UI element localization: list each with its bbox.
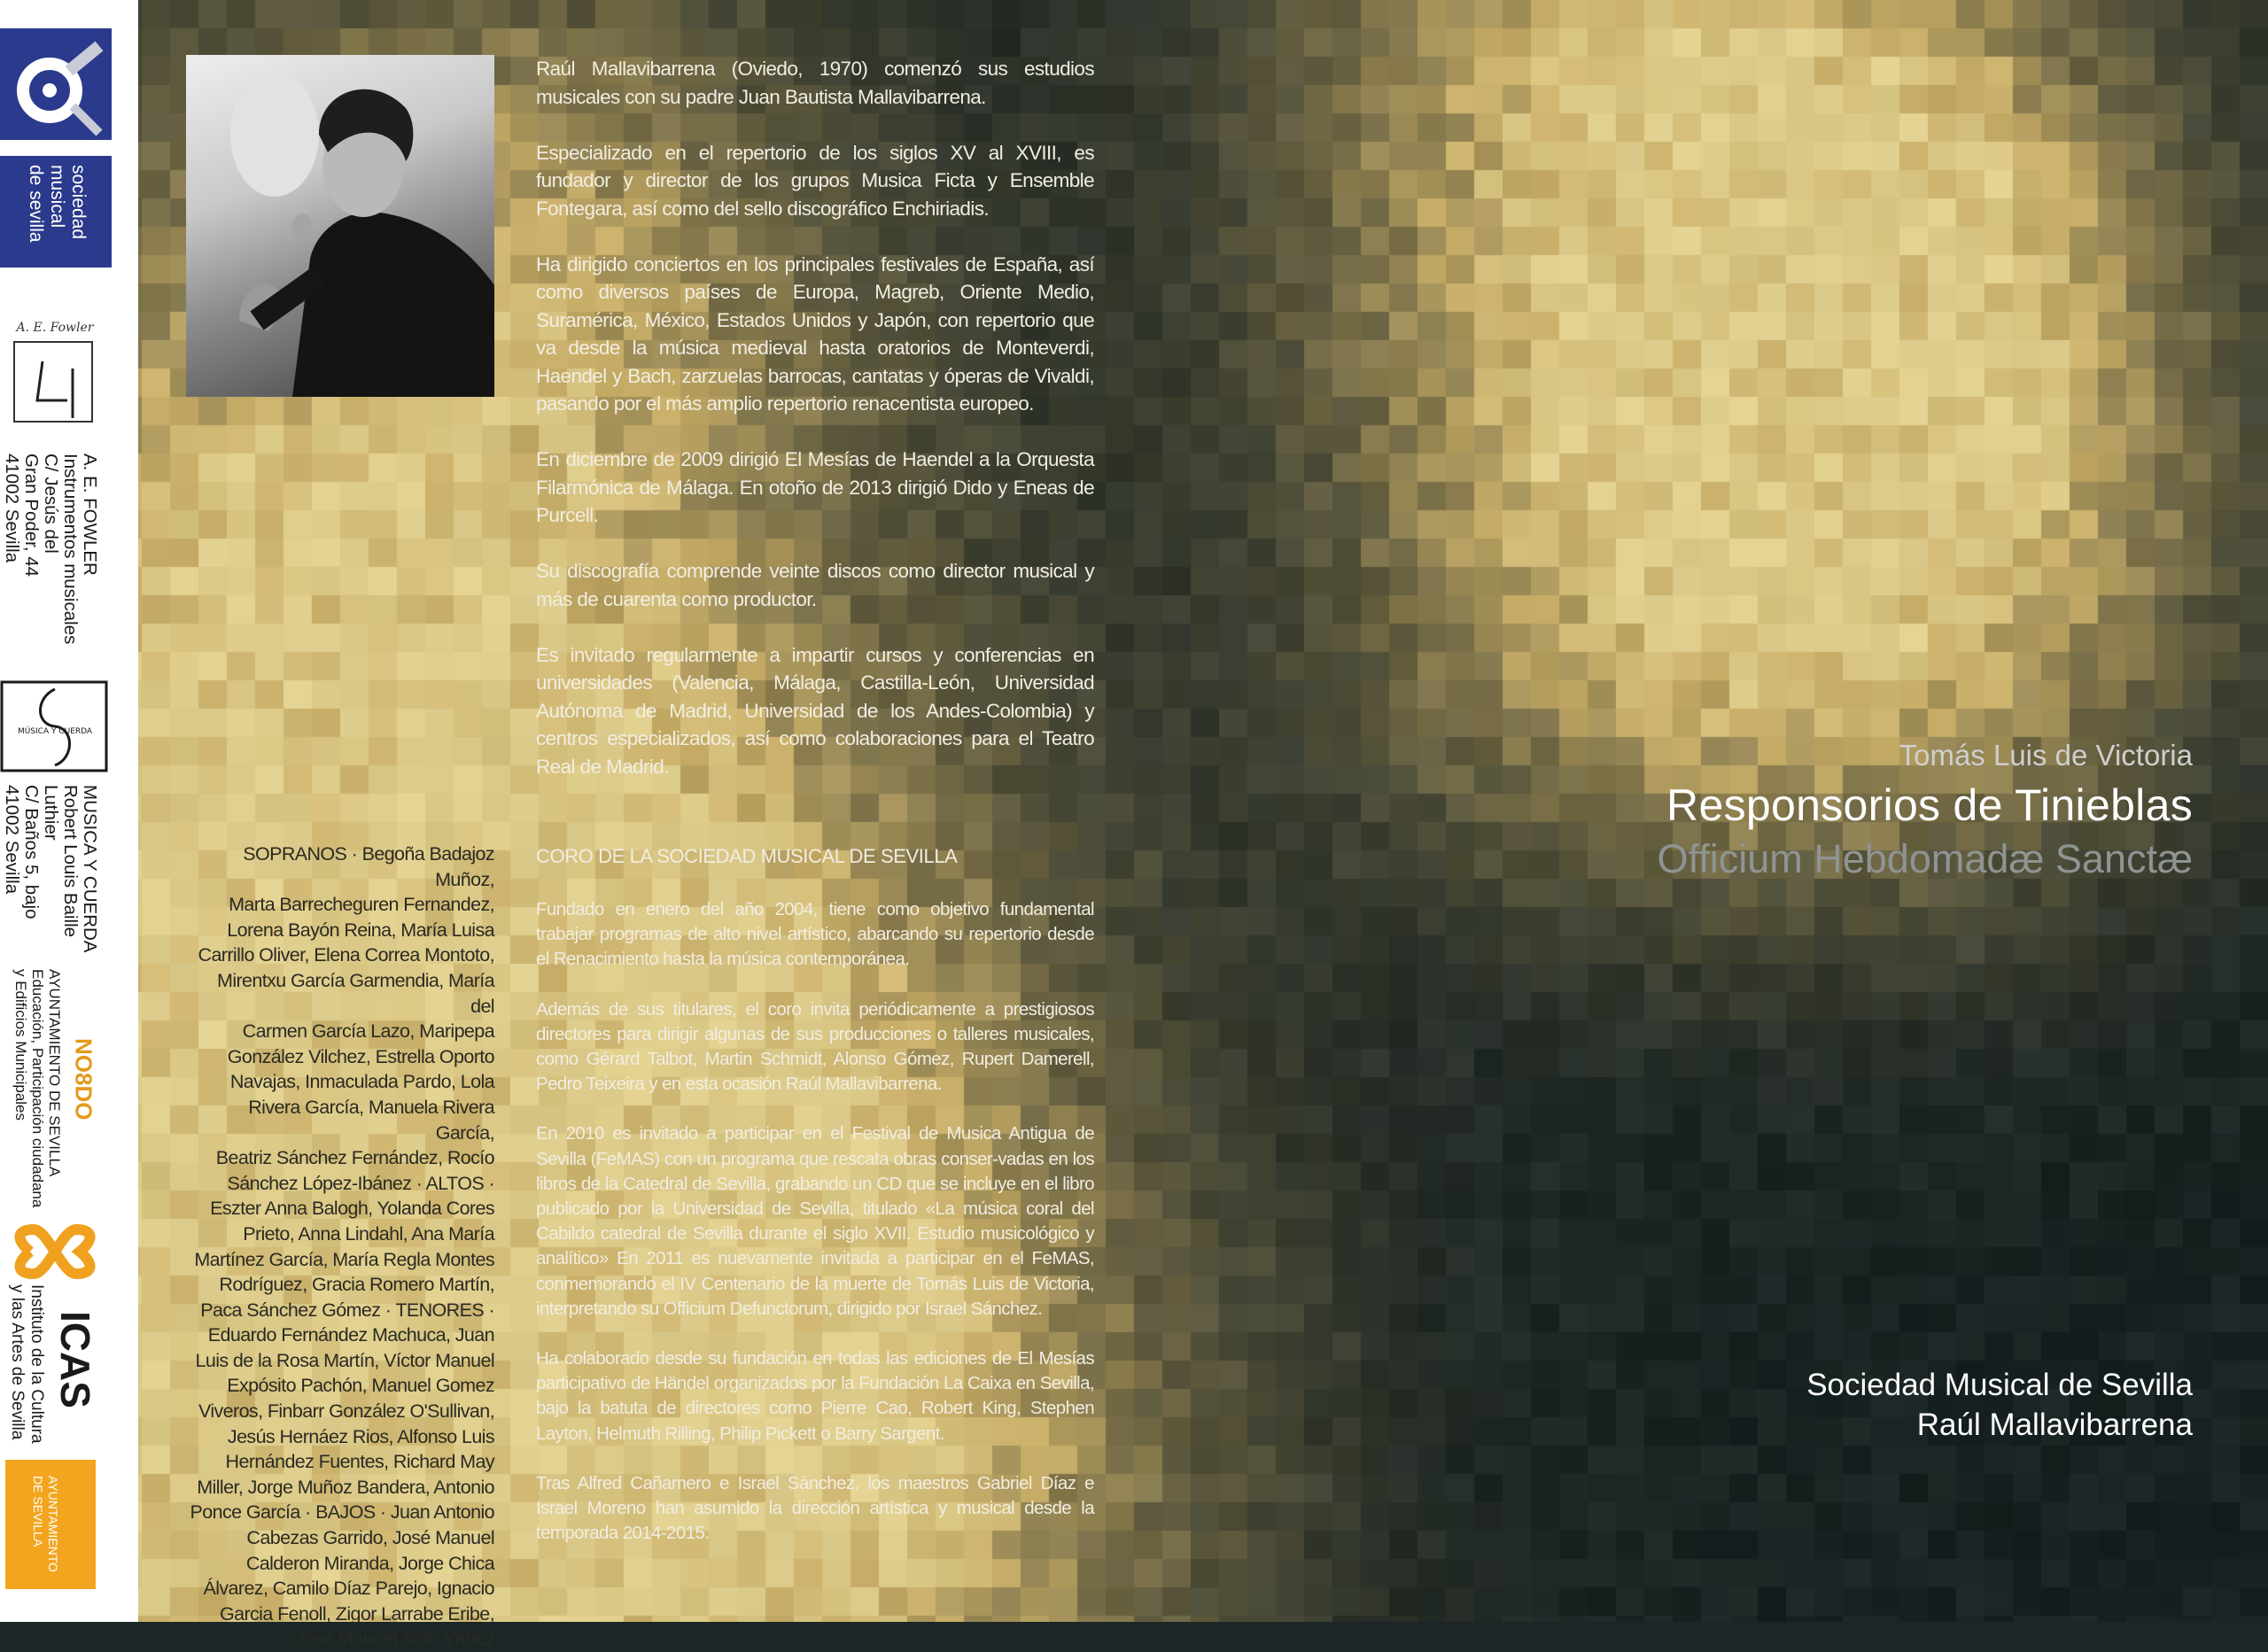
sms-logo-text-box [0,156,112,268]
member-line: Beatriz Sánchez Fernández, Rocío [215,1147,494,1169]
member-line: Paca Sánchez Gómez · TENORES · [200,1299,494,1321]
member-line: Calderon Miranda, Jorge Chica [245,1552,494,1574]
member-line: Lorena Bayón Reina, María Luisa [227,919,494,941]
fowler-signature-logo [11,315,96,425]
fowler-signature-text: A. E. Fowler [16,321,94,335]
musica-cuerda-address: MUSICA Y CUERDA Robert Louis Baille Luthier C/ Baños 5, bajo 41002 Sevilla [2,785,100,953]
member-line: Eszter Anna Balogh, Yolanda Cores [210,1198,494,1220]
member-line: Hernández Fuentes, Richard May [225,1451,494,1473]
member-line: Carmen García Lazo, Maripepa [242,1020,494,1043]
member-line: SOPRANOS · Begoña Badajoz Muñoz, [243,843,494,890]
musica-cuerda-logo-text: MÚSICA Y CUERDA [17,727,93,736]
cover-title: Responsorios de Tinieblas [1666,780,2193,830]
member-line: Navajas, Inmaculada Pardo, Lola [229,1071,494,1093]
member-line: Martínez García, María Regla Montes [194,1248,494,1270]
member-line: Sánchez López-Ibánez · ALTOS · [227,1172,494,1194]
member-line: José Manuel Soto Yáñez [294,1628,494,1650]
sms-logo-text: sociedad musical de sevilla [26,165,89,243]
member-line: Prieto, Anna Lindahl, Ana María [243,1222,494,1245]
cover-director: Raúl Mallavibarrena [1916,1408,2193,1442]
choir-members-list [190,842,494,1652]
member-line: Marta Barrecheguren Fernandez, [229,894,494,916]
member-line: González Vilchez, Estrella Oporto [227,1045,494,1067]
member-line: Miller, Jorge Muñoz Bandera, Antonio [197,1476,494,1498]
choir-paragraph-5: Tras Alfred Cañamero e Israel Sánchez, los maestros Gabriel Díaz e Israel Moreno han asumido la dirección artística y musical desde la temporada 2014-2015. [536,1472,1094,1544]
bio-paragraph-6: Es invitado regularmente a impartir cursos y conferencias en universidades (Valencia, Málaga, Castilla-León, Universidad Autónoma de Madrid, Universidad de los Andes-Colombia) y centros especializados, así como colaboraciones para el Teatro Real de Madrid. [536,643,1094,778]
member-line: Cabezas Garrido, José Manuel [246,1527,494,1549]
member-line: Carrillo Oliver, Elena Correa Montoto, [198,944,494,966]
member-line: Viveros, Finbarr González O'Sullivan, [198,1400,494,1423]
cover-ensemble: Sociedad Musical de Sevilla [1806,1368,2193,1402]
icas-text: Instituto de la Cultura y las Artes de Sevilla [8,1284,46,1444]
ayuntamiento-orange-logo [5,1460,96,1589]
icas-title: ICAS [52,1311,98,1408]
bio-paragraph-3: Ha dirigido conciertos en los principales festivales de España, así como diversos países de Europa, Magreb, Oriente Medio, Suramérica, México, Estados Unidos y Japón, con repertorio que va desde la música medieval hasta oratorios de Monteverdi, Haendel y Bach, zarzuelas barrocas, cantatas y óperas de Vivaldi, pasando por el más amplio repertorio renacentista europeo. [536,252,1094,415]
member-line: Eduardo Fernández Machuca, Juan [207,1324,494,1346]
member-line: Garcia Fenoll, Zigor Larrabe Eribe, [219,1602,494,1625]
nodo-orange-text: AYUNTAMIENTO DE SEVILLA [31,1476,60,1572]
ayuntamiento-text: AYUNTAMIENTO DE SEVILLA Educación, Participación ciudadana y Edificios Municipales [12,969,63,1208]
member-line: Jesús Hernáez Rios, Alfonso Luis [227,1425,494,1447]
cover-subtitle: Officium Hebdomadæ Sanctæ [1657,836,2193,881]
member-line: Ponce García · BAJOS · Juan Antonio [190,1501,494,1524]
member-line: Expósito Pachón, Manuel Gomez [227,1375,494,1397]
bio-paragraph-5: Su discografía comprende veinte discos como director musical y más de cuarenta como productor. [536,560,1094,610]
sms-logo [0,28,112,140]
bio-paragraph-2: Especializado en el repertorio de los siglos XV al XVIII, es fundador y director de los grupos Musica Ficta y Ensemble Fontegara, así como del sello discográfico Enchiriadis. [536,141,1094,220]
bio-paragraph-1: Raúl Mallavibarrena (Oviedo, 1970) comenzó sus estudios musicales con su padre Juan Bautista Mallavibarrena. [536,58,1094,108]
member-line: Luis de la Rosa Martín, Víctor Manuel [195,1349,494,1371]
choir-heading: CORO DE LA SOCIEDAD MUSICAL DE SEVILLA [536,845,958,867]
choir-description [536,897,1094,1571]
bio-paragraph-4: En diciembre de 2009 dirigió El Mesías de Haendel a la Orquesta Filarmónica de Málaga. En otoño de 2013 dirigió Dido y Eneas de Purcell. [536,448,1094,526]
icas-eight-logo [12,1222,97,1281]
member-line: Rodríguez, Gracia Romero Martín, [219,1274,494,1296]
choir-paragraph-3: En 2010 es invitado a participar en el Festival de Musica Antigua de Sevilla (FeMAS) con un programa que rescata obras conser-vadas en los libros de la Catedral de Sevilla, grabando un CD que se incluye en el libro publicado por la Universidad de Sevilla, titulado «La música coral del Cabildo catedral de Sevilla durante el siglo XVII. Estudio musicológico y analítico» En 2011 es nuevamente invitada a participar en el FeMAS, conmemorando el IV Centenario de la muerte de Tomás Luis de Victoria, interpretando su Officium Defunctorum, dirigido por Israel Sánchez. [536,1123,1094,1319]
sponsor-strip [0,0,138,1622]
choir-paragraph-4: Ha colaborado desde su fundación en todas las ediciones de El Mesías participativo de Händel organizados por la Fundación La Caixa en Sevilla, bajo la batuta de directores como Pierre Cao, Robert King, Stephen Layton, Helmuth Rilling, Philip Pickett o Barry Sargent. [536,1348,1094,1444]
cover-composer: Tomás Luis de Victoria [1899,739,2193,772]
musica-cuerda-logo [0,680,110,772]
choir-paragraph-2: Además de sus titulares, el coro invita periódicamente a prestigiosos directores para dirigir algunas de sus producciones o talleres musicales, como Gérard Talbot, Martin Schmidt, Alonso Gómez, Rupert Damerell, Pedro Teixeira y en esta ocasión Raúl Mallavibarrena. [536,998,1094,1095]
choir-paragraph-1: Fundado en enero del año 2004, tiene como objetivo fundamental trabajar programas de alto nivel artístico, abarcando su repertorio desde el Renacimiento hasta la música contemporánea. [536,899,1094,970]
sms-logo-icon [0,28,112,140]
fowler-address: A. E. FOWLER Instrumentos musicales C/ Jesús del Gran Poder, 44 41002 Sevilla [2,454,100,645]
member-line: Álvarez, Camilo Díaz Parejo, Ignacio [203,1578,494,1600]
conductor-photo [186,55,494,397]
member-line: Mirentxu García Garmendia, María del [217,969,494,1017]
ayuntamiento-nodo-logo: NO8DO [70,1038,97,1121]
biography [536,55,1094,809]
member-line: Rivera García, Manuela Rivera García, [248,1096,494,1144]
